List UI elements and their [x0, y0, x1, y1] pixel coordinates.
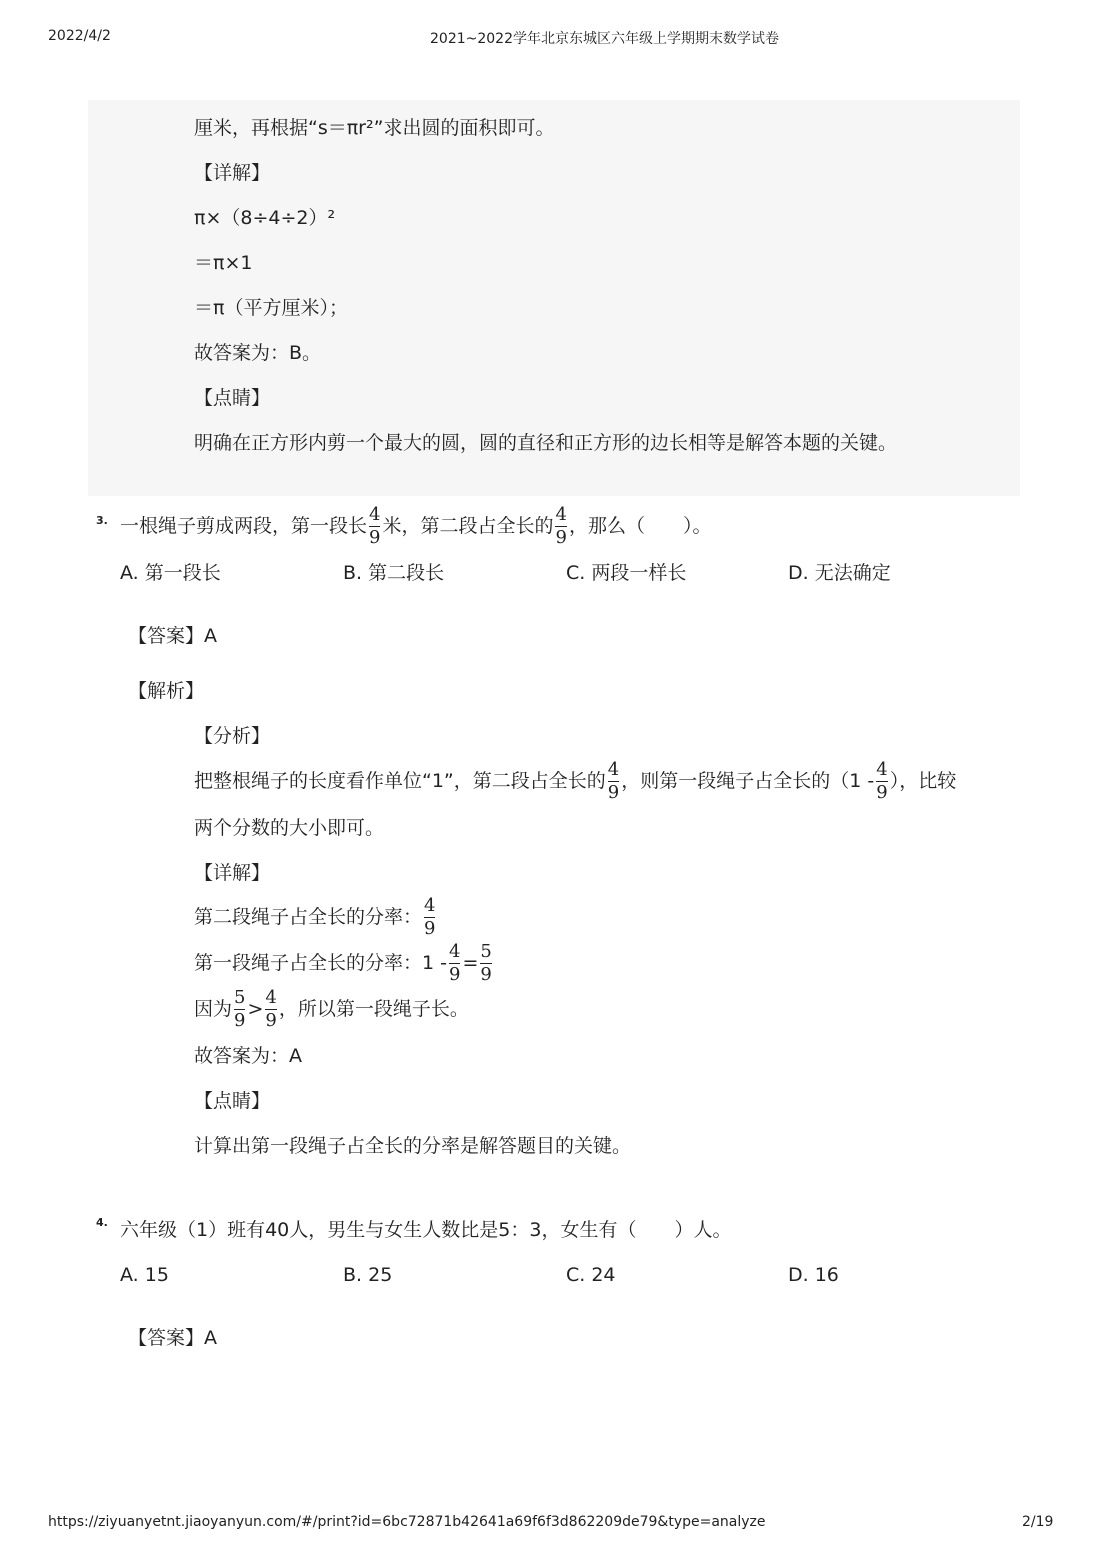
q3-detail-line2: 第一段绳子占全长的分率：1 - $\frac{4}{9}$ = $\frac{5}{9}$ [194, 941, 492, 985]
q3-stem-fraction-1: $\frac{4}{9}$ [369, 504, 381, 548]
q2-answer-line: 故答案为：B。 [194, 342, 322, 364]
q3-analysis-line2: 两个分数的大小即可。 [194, 817, 385, 839]
q3-answer-value: A [204, 625, 218, 647]
page-number: 2/19 [1022, 1514, 1054, 1530]
q3-number: 3. [96, 514, 108, 527]
q3-option-a: A. 第一段长 [120, 562, 221, 584]
q2-analysis-line1: 厘米，再根据“s＝πr²”求出圆的面积即可。 [194, 117, 555, 139]
q3-stem [120, 502, 711, 550]
q4-answer [128, 1324, 217, 1352]
q4-option-a: A. 15 [120, 1264, 169, 1286]
q4-option-c: C. 24 [566, 1264, 616, 1286]
q3-analysis-fraction-2: $\frac{4}{9}$ [876, 759, 888, 803]
q3-answer-label: 【答案】 [128, 625, 205, 647]
q3-analysis-heading: 【分析】 [194, 725, 271, 747]
q3-option-b: B. 第二段长 [343, 562, 445, 584]
q2-tip: 明确在正方形内剪一个最大的圆，圆的直径和正方形的边长相等是解答本题的关键。 [194, 432, 898, 454]
q3-detail-fraction-3: $\frac{5}{9}$ [480, 941, 492, 985]
q3-analysis-fraction-1: $\frac{4}{9}$ [607, 759, 620, 803]
q4-number: 4. [96, 1216, 108, 1229]
q3-stem-part2: 米，第二段占全长的 [382, 515, 554, 537]
q3-detail-line3: 因为 $\frac{5}{9}$ > $\frac{4}{9}$ ，所以第一段绳子长。 [194, 987, 469, 1031]
page-url: https://ziyuanyetnt.jiaoyanyun.com/#/print?id=6bc72871b42641a69f6f3d862209de79&type=analyze [48, 1514, 766, 1530]
q3-answer [128, 622, 217, 650]
q4-stem: 六年级（1）班有40人，男生与女生人数比是5：3，女生有（ ）人。 [120, 1219, 732, 1241]
q3-detail-fraction-1: $\frac{4}{9}$ [424, 895, 436, 939]
q3-explain-label: 【解析】 [128, 680, 205, 702]
q3-stem-part3: ，那么（ ）。 [568, 515, 712, 537]
q2-step3: ＝π（平方厘米）； [194, 297, 348, 319]
q3-answer-line: 故答案为：A [194, 1045, 302, 1067]
q3-analysis-line1: 把整根绳子的长度看作单位“1”，第二段占全长的 $\frac{4}{9}$ ，则第一段绳子占全长的（1 - $\frac{4}{9}$ ），比较 [194, 759, 957, 803]
q3-detail-fraction-5: $\frac{4}{9}$ [265, 987, 277, 1031]
q2-detail-heading: 【详解】 [194, 162, 271, 184]
print-date: 2022/4/2 [48, 28, 111, 44]
q3-detail-line1: 第二段绳子占全长的分率： $\frac{4}{9}$ [194, 895, 436, 939]
q4-option-d: D. 16 [788, 1264, 839, 1286]
q3-detail-fraction-4: $\frac{5}{9}$ [234, 987, 246, 1031]
q3-stem-fraction-2: $\frac{4}{9}$ [555, 504, 567, 548]
q4-answer-label: 【答案】 [128, 1327, 205, 1349]
q3-detail-fraction-2: $\frac{4}{9}$ [449, 941, 461, 985]
q2-step2: ＝π×1 [194, 252, 253, 274]
q4-option-b: B. 25 [343, 1264, 393, 1286]
q3-stem-part1: 一根绳子剪成两段，第一段长 [120, 515, 368, 537]
q3-detail-heading: 【详解】 [194, 862, 271, 884]
q2-tip-heading: 【点睛】 [194, 387, 271, 409]
q3-option-d: D. 无法确定 [788, 562, 891, 584]
q3-option-c: C. 两段一样长 [566, 562, 687, 584]
q2-step1: π×（8÷4÷2）² [194, 207, 336, 229]
q3-tip: 计算出第一段绳子占全长的分率是解答题目的关键。 [194, 1135, 632, 1157]
q4-answer-value: A [204, 1327, 218, 1349]
document-title: 2021~2022学年北京东城区六年级上学期期末数学试卷 [430, 31, 779, 47]
q3-tip-heading: 【点睛】 [194, 1090, 271, 1112]
